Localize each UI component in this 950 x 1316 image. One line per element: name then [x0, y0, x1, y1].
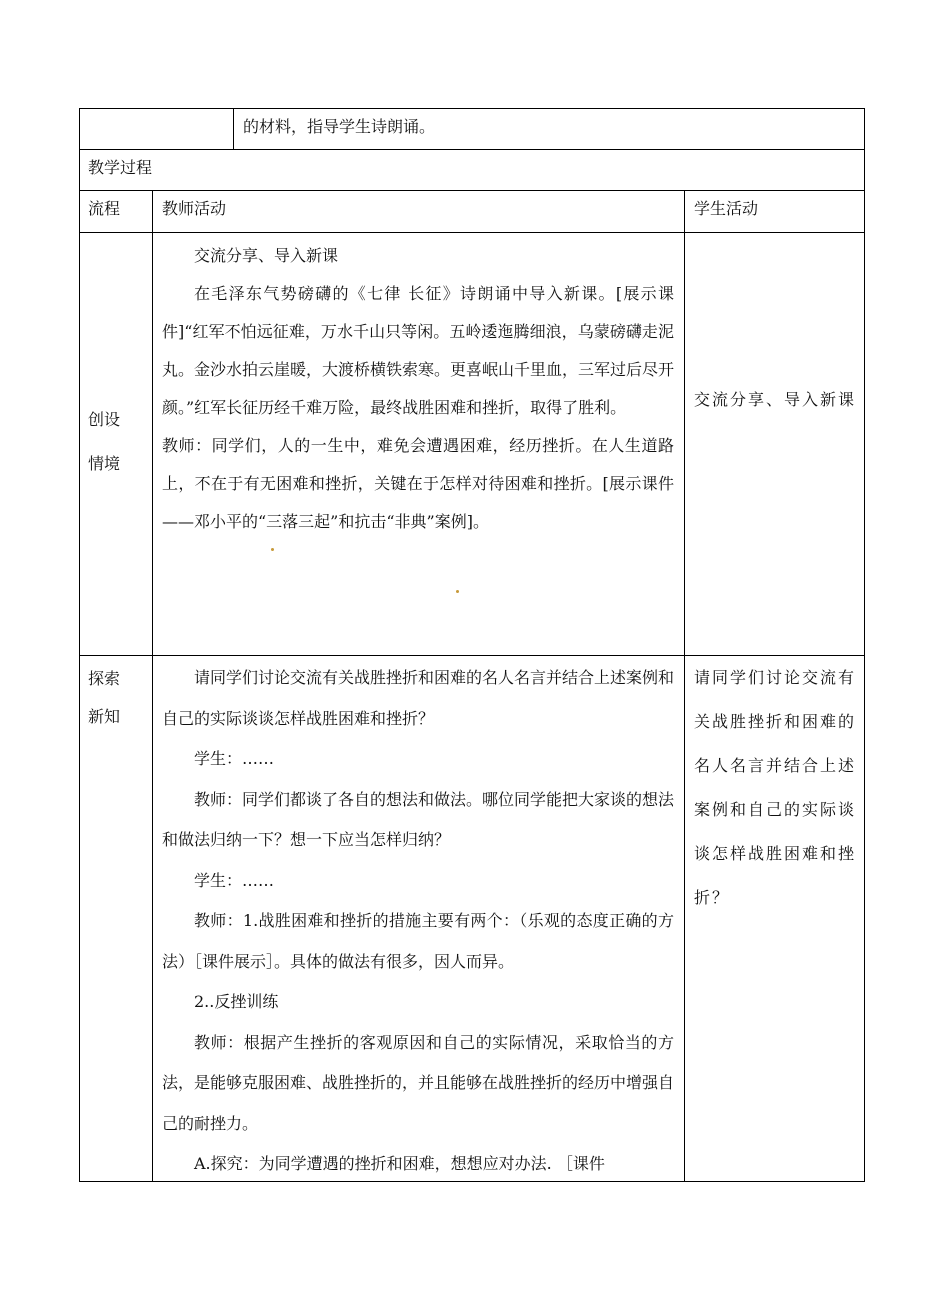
row-divider-2	[79, 190, 865, 191]
row2-flow-line1: 探索	[88, 669, 121, 688]
top-row-divider	[233, 108, 234, 149]
row2-teacher-para-1: 请同学们讨论交流有关战胜挫折和困难的名人名言并结合上述案例和自己的实际谈谈怎样战胜困难和挫折？	[162, 668, 675, 728]
row2-teacher-para-2: 学生：……	[194, 749, 275, 768]
row2-flow-label	[88, 660, 120, 736]
row1-teacher-para-3: 教师：同学们，人的一生中，难免会遭遇困难，经历挫折。在人生道路上，不在于有无困难和挫折，关键在于怎样对待困难和挫折。[展示课件——邓小平的“三落三起”和抗击“非典”案例]。	[162, 436, 674, 531]
top-row-text: 的材料，指导学生诗朗诵。	[243, 117, 436, 136]
section-title: 教学过程	[88, 158, 153, 177]
table-border-left	[79, 108, 80, 1182]
table-border-right	[864, 108, 865, 1182]
row-divider-1	[79, 149, 865, 150]
student-column-divider	[684, 190, 685, 1182]
header-student: 学生活动	[694, 199, 759, 218]
header-teacher: 教师活动	[162, 199, 227, 218]
row1-flow-label	[88, 398, 120, 486]
row1-flow-line2: 情境	[88, 454, 121, 473]
scan-mark	[456, 590, 459, 593]
row2-flow-line2: 新知	[88, 707, 121, 726]
row2-teacher-para-6: 2..反挫训练	[194, 992, 279, 1011]
row-divider-3	[79, 232, 865, 233]
row2-teacher-cell	[162, 658, 674, 1185]
row2-teacher-para-3: 教师：同学们都谈了各自的想法和做法。哪位同学能把大家谈的想法和做法归纳一下？想一下应当怎样归纳？	[162, 789, 675, 849]
row2-teacher-para-8: A.探究：为同学遭遇的挫折和困难，想想应对办法. ［课件	[194, 1154, 605, 1173]
row1-student-cell: 交流分享、导入新课	[694, 390, 857, 409]
row2-teacher-para-4: 学生：……	[194, 870, 275, 890]
row1-flow-line1: 创设	[88, 410, 121, 429]
row2-teacher-para-5: 教师：1.战胜困难和挫折的措施主要有两个：（乐观的态度正确的方法）［课件展示］。具体的做法有很多，因人而异。	[162, 911, 674, 971]
scan-mark	[271, 548, 274, 551]
row1-teacher-cell	[162, 237, 674, 541]
row2-student-cell: 请同学们讨论交流有关战胜挫折和困难的名人名言并结合上述案例和自己的实际谈谈怎样战胜困难和挫折？	[694, 668, 857, 907]
row1-teacher-para-2: 在毛泽东气势磅礴的《七律 长征》诗朗诵中导入新课。[展示课件]“红军不怕远征难，万水千山只等闲。五岭逶迤腾细浪，乌蒙磅礴走泥丸。金沙水拍云崖暖，大渡桥横铁索寒。更喜岷山千里血，三军过后尽开颜。”红军长征历经千难万险，最终战胜困难和挫折，取得了胜利。	[162, 284, 675, 417]
row2-teacher-para-7: 教师：根据产生挫折的客观原因和自己的实际情况，采取恰当的方法，是能够克服困难、战胜挫折的，并且能够在战胜挫折的经历中增强自己的耐挫力。	[162, 1032, 675, 1133]
header-flow: 流程	[88, 199, 121, 218]
table-border-top	[79, 108, 865, 109]
flow-column-divider	[152, 190, 153, 1182]
row1-teacher-para-1: 交流分享、导入新课	[194, 246, 339, 265]
